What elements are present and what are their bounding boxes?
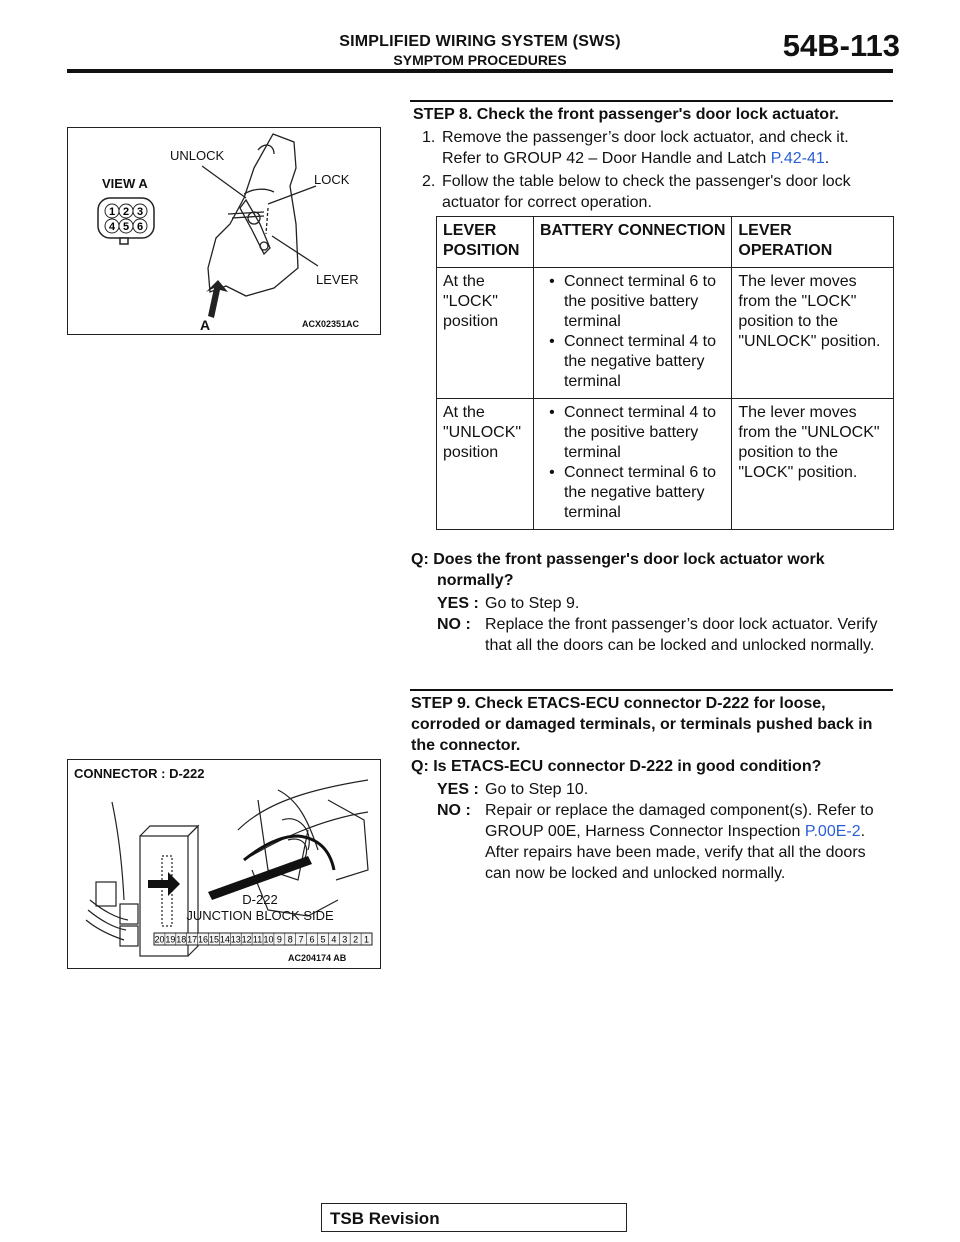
- step-8-question: Q: Does the front passenger's door lock actuator work normally?: [411, 551, 825, 589]
- bullet-text: Connect terminal 6 to the positive battery terminal: [563, 273, 717, 330]
- no-label: NO :: [437, 802, 471, 819]
- section-subtitle: SYMPTOM PROCEDURES: [393, 52, 567, 68]
- pin-number: 14: [219, 934, 230, 945]
- pin-number: 19: [165, 934, 176, 945]
- lock-label: LOCK: [314, 172, 350, 187]
- step-8-heading: STEP 8. Check the front passenger's door lock actuator.: [413, 106, 839, 123]
- pin-number: 12: [241, 934, 252, 945]
- table-header-row: [437, 217, 894, 268]
- figure-connector-d222: [67, 759, 381, 969]
- table-row: [437, 399, 894, 530]
- page-number: 54B-113: [782, 28, 900, 63]
- figure-code: ACX02351AC: [302, 319, 360, 329]
- connector-id-label: D-222: [242, 892, 278, 907]
- yes-label: YES :: [437, 781, 479, 798]
- pin-label: 5: [122, 221, 130, 233]
- actuator-drawing: [68, 128, 380, 334]
- step-8-answers: [437, 593, 893, 656]
- table-cell: The lever moves from the "UNLOCK" position to the "LOCK" position.: [732, 399, 894, 530]
- pin-number: 6: [309, 934, 315, 945]
- table-header: BATTERY CONNECTION: [533, 217, 731, 268]
- bullet-text: Connect terminal 4 to the negative battery terminal: [563, 333, 717, 390]
- bullet-item: • Connect terminal 4 to the negative battery terminal: [540, 332, 727, 392]
- lever-check-table: [436, 216, 894, 530]
- item-text: actuator for correct operation.: [442, 194, 652, 211]
- item-punct: .: [824, 150, 830, 167]
- no-text-part: Repair or replace the damaged component(s). Refer to GROUP 00E, Harness Connector Inspection: [485, 802, 874, 840]
- bullet-item: • Connect terminal 4 to the positive battery terminal: [540, 403, 727, 463]
- answer-yes: [437, 779, 893, 800]
- answer-no: [437, 614, 893, 656]
- item-text-ref: [442, 148, 849, 169]
- view-label: VIEW A: [102, 176, 148, 191]
- no-text-part: . After repairs have been made, verify that all the doors can now be locked and unlocked normally.: [485, 823, 866, 882]
- pin-number: 4: [331, 934, 337, 945]
- pin-number: 13: [230, 934, 241, 945]
- pin-label: 4: [108, 221, 116, 233]
- pin-number: 5: [320, 934, 326, 945]
- header-rule: [67, 69, 893, 73]
- table-cell: The lever moves from the "LOCK" position to the "UNLOCK" position.: [732, 268, 894, 399]
- step-9-question: Q: Is ETACS-ECU connector D-222 in good condition?: [411, 758, 822, 775]
- step-9-answers: [437, 779, 893, 884]
- pin-number: 20: [154, 934, 165, 945]
- pin-label: 6: [136, 221, 144, 233]
- answer-no: [437, 800, 893, 884]
- step-rule: [410, 100, 893, 102]
- pin-number: 3: [342, 934, 348, 945]
- arrow-label: A: [200, 317, 211, 333]
- figure-door-lock-actuator: [67, 127, 381, 335]
- table-cell: At the "UNLOCK" position: [437, 399, 534, 530]
- bullet-text: Connect terminal 6 to the negative battery terminal: [563, 464, 717, 521]
- junction-side-label: JUNCTION BLOCK SIDE: [186, 908, 334, 923]
- ref-link-p42-41[interactable]: P.42-41: [770, 150, 825, 167]
- item-text: Remove the passenger’s door lock actuator, and check it.: [442, 129, 849, 146]
- answer-yes: [437, 593, 893, 614]
- pin-number: 11: [252, 934, 263, 945]
- pin-number: 7: [298, 934, 304, 945]
- no-text: Replace the front passenger’s door lock actuator. Verify that all the doors can be locked and unlocked normally.: [485, 616, 878, 654]
- list-number: 2.: [422, 173, 436, 190]
- bullet-item: • Connect terminal 6 to the positive battery terminal: [540, 272, 727, 332]
- step-8-item-2: [422, 171, 892, 213]
- section-title: SIMPLIFIED WIRING SYSTEM (SWS): [339, 33, 621, 50]
- pin-label: 3: [136, 206, 144, 218]
- table-header: LEVER OPERATION: [732, 217, 894, 268]
- figure-code: AC204174 AB: [288, 953, 347, 963]
- pin-label: 2: [122, 206, 130, 218]
- pin-number: 15: [208, 934, 219, 945]
- item-text: Refer to GROUP 42 – Door Handle and Latch: [442, 150, 771, 167]
- connector-title: CONNECTOR : D-222: [74, 766, 205, 781]
- yes-text: Go to Step 9.: [485, 595, 580, 612]
- table-header: LEVER POSITION: [437, 217, 534, 268]
- table-cell: [533, 399, 731, 530]
- pin-number: 1: [364, 934, 370, 945]
- pin-number: 18: [176, 934, 187, 945]
- pin-number: 16: [198, 934, 209, 945]
- table-cell: [533, 268, 731, 399]
- pin-number: 8: [287, 934, 293, 945]
- pin-label: 1: [108, 206, 116, 218]
- pin-number: 9: [276, 934, 282, 945]
- table-row: [437, 268, 894, 399]
- ref-link-p00e-2[interactable]: P.00E-2: [804, 823, 861, 840]
- bullet-text: Connect terminal 4 to the positive battery terminal: [563, 404, 717, 461]
- pin-number: 17: [187, 934, 198, 945]
- yes-text: Go to Step 10.: [485, 781, 589, 798]
- no-label: NO :: [437, 616, 471, 633]
- list-number: 1.: [422, 129, 436, 146]
- bullet-item: • Connect terminal 6 to the negative battery terminal: [540, 463, 727, 523]
- no-text: [485, 800, 893, 884]
- item-text: Follow the table below to check the passenger's door lock: [442, 173, 851, 190]
- step-8-item-1: [422, 127, 892, 169]
- lever-label: LEVER: [316, 272, 359, 287]
- step-rule: [410, 689, 893, 691]
- tsb-revision-box: TSB Revision: [321, 1203, 627, 1232]
- step-9-heading: STEP 9. Check ETACS-ECU connector D-222 for loose, corroded or damaged terminals, or terminals pushed back in the connector.: [411, 695, 873, 754]
- yes-label: YES :: [437, 595, 479, 612]
- connector-drawing: [68, 760, 380, 968]
- unlock-label: UNLOCK: [170, 148, 225, 163]
- pin-number: 10: [263, 934, 274, 945]
- pin-number: 2: [353, 934, 359, 945]
- table-cell: At the "LOCK" position: [437, 268, 534, 399]
